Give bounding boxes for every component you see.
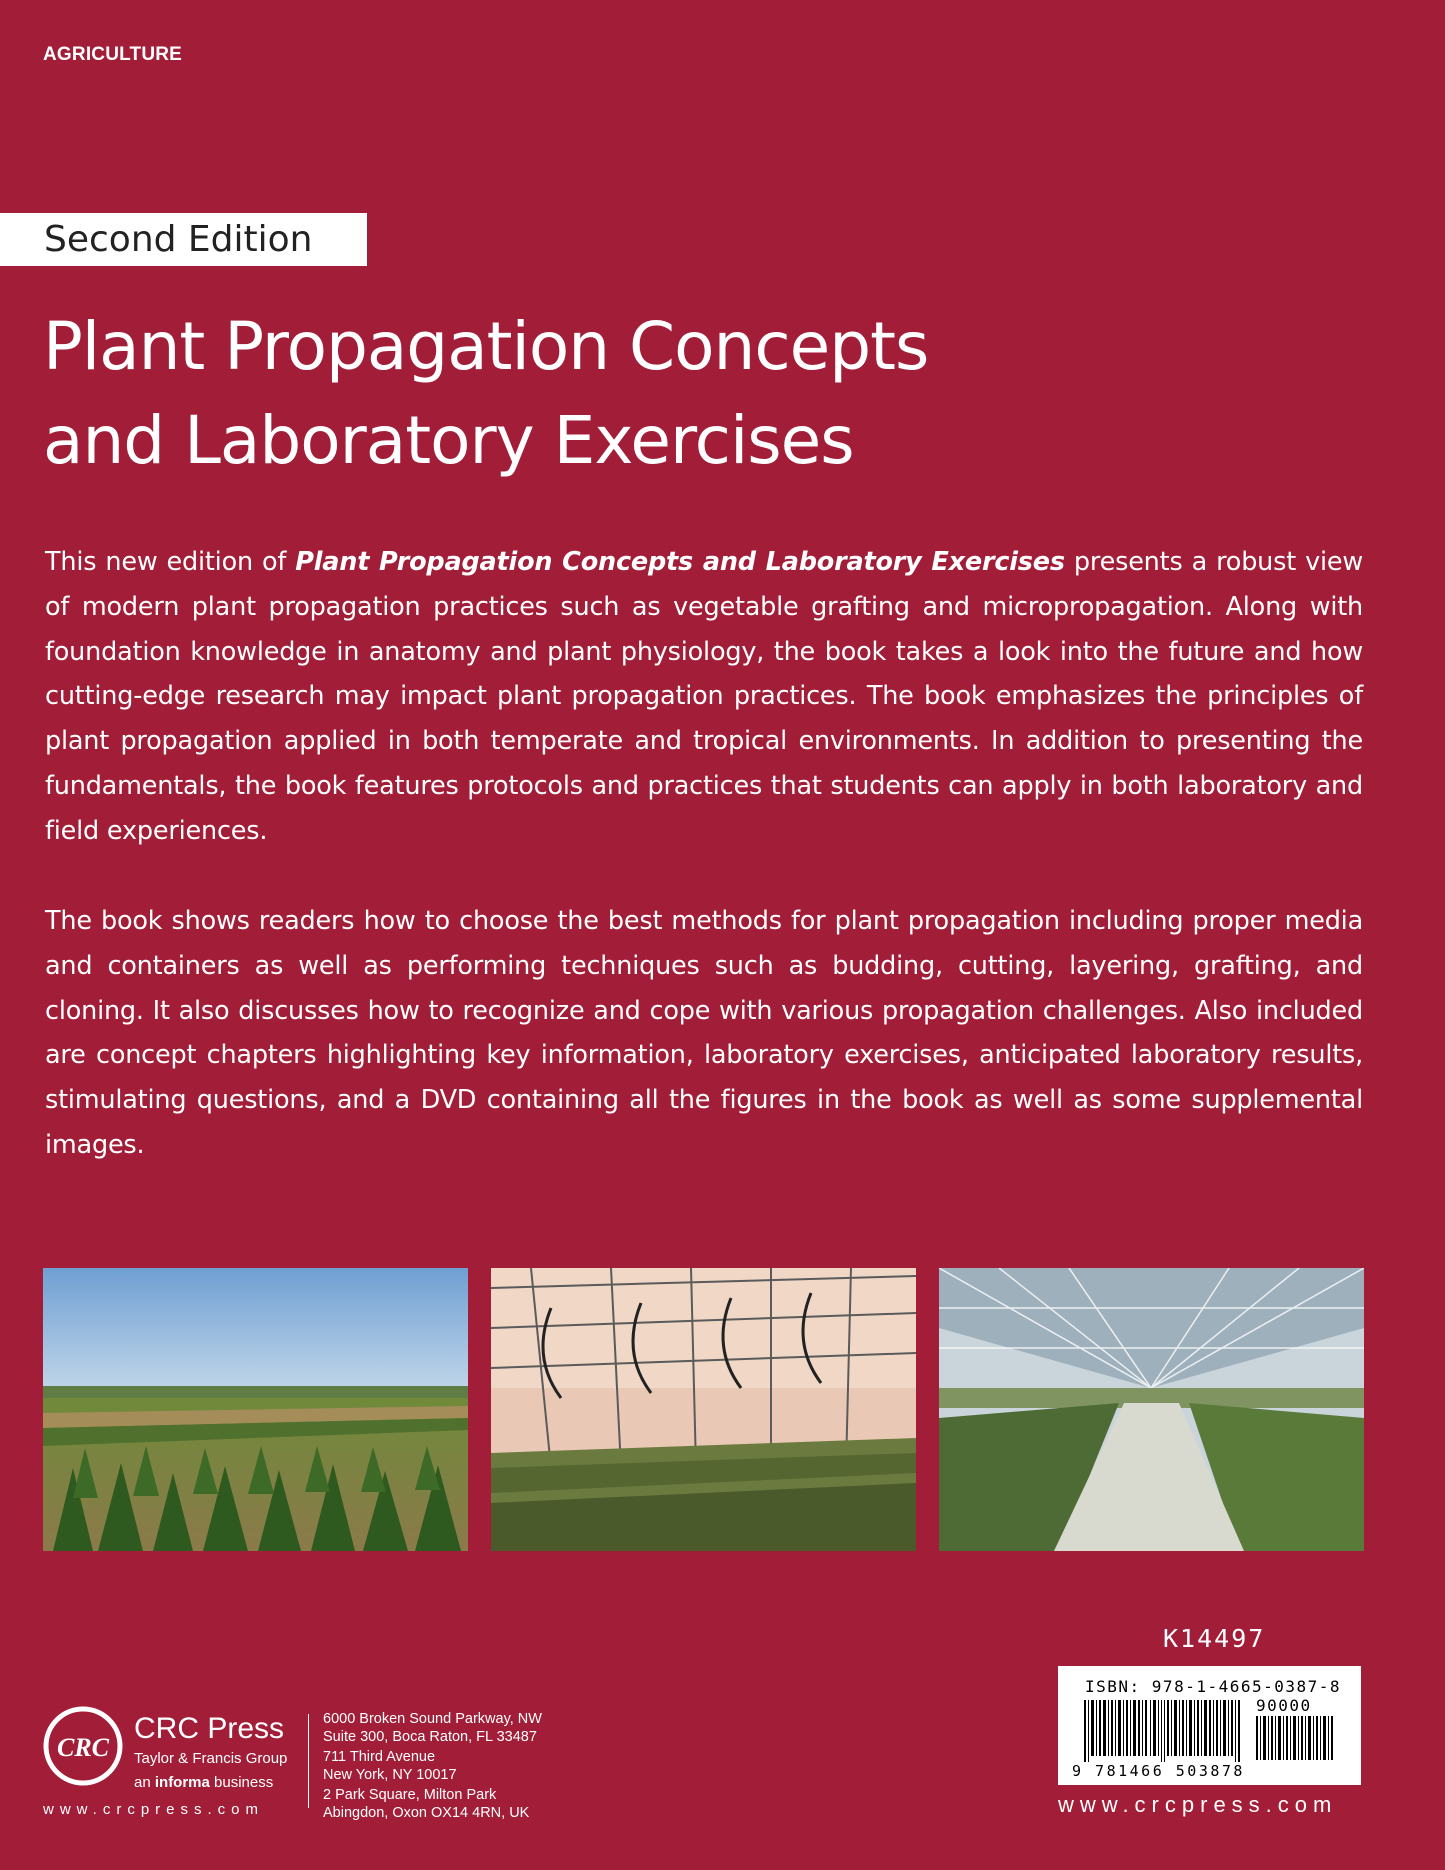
address-line: 6000 Broken Sound Parkway, NW <box>323 1711 542 1727</box>
informa-suffix: business <box>209 1774 274 1791</box>
crc-logo-text: CRC <box>56 1733 110 1762</box>
book-title-line-1: Plant Propagation Concepts <box>43 308 929 385</box>
address-line: 711 Third Avenue <box>323 1749 436 1765</box>
isbn-barcode <box>1058 1666 1361 1785</box>
book-title <box>43 300 1143 488</box>
address-line: New York, NY 10017 <box>323 1767 457 1783</box>
product-code: K14497 <box>1163 1624 1266 1653</box>
informa-tagline <box>134 1774 273 1791</box>
description-paragraph-2: The book shows readers how to choose the best methods for plant propagation including proper media and containers as well as performing techniques such as budding, cutting, layering, grafting, and cloning. It also discusses how to recognize and cope with various propagation challenges. Also included are concept chapters highlighting key information, laboratory exercises, anticipated laboratory results, stimulating questions, and a DVD containing all the figures in the book as well as some supplemental images. <box>45 906 1363 1160</box>
description-paragraph-1 <box>45 540 1363 854</box>
greenhouse-walkway-photo <box>939 1268 1364 1551</box>
greenhouse-irrigation-photo <box>491 1268 916 1551</box>
barcode-bars <box>1084 1700 1244 1762</box>
address-line: 2 Park Square, Milton Park <box>323 1787 497 1803</box>
address-line: Abingdon, Oxon OX14 4RN, UK <box>323 1805 530 1821</box>
edition-badge: Second Edition <box>0 213 367 266</box>
publisher-group: Taylor & Francis Group <box>134 1750 288 1767</box>
book-title-line-2: and Laboratory Exercises <box>43 402 854 479</box>
publisher-name: CRC Press <box>134 1712 285 1745</box>
category-label: AGRICULTURE <box>43 44 183 65</box>
crc-press-logo <box>43 1706 123 1786</box>
p1-book-title: Plant Propagation Concepts and Laboratory Exercises <box>295 547 1065 577</box>
nursery-field-photo <box>43 1268 468 1551</box>
p1-rest: presents a robust view of modern plant propagation practices such as vegetable grafting and micropropagation. Along with foundation knowledge in anatomy and plant physiology, the book takes a look into the future and how cutting-edge research may impact plant propagation practices. The book emphasizes the principles of plant propagation applied in both temperate and tropical environments. In addition to presenting the fundamentals, the book features protocols and practices that students can apply in both laboratory and field experiences. <box>45 547 1363 846</box>
p1-lead: This new edition of <box>45 547 296 577</box>
isbn-text: ISBN: 978-1-4665-0387-8 <box>1085 1677 1342 1696</box>
publisher-url[interactable]: www.crcpress.com <box>43 1801 265 1818</box>
price-code: 90000 <box>1256 1696 1312 1715</box>
informa-bold: informa <box>154 1774 210 1791</box>
informa-prefix: an <box>134 1774 155 1791</box>
publisher-addresses <box>323 1710 542 1822</box>
price-barcode-bars <box>1256 1716 1336 1760</box>
address-line: Suite 300, Boca Raton, FL 33487 <box>323 1729 537 1745</box>
ean-digits: 9 781466 503878 <box>1072 1762 1245 1780</box>
footer-url[interactable]: www.crcpress.com <box>1058 1792 1338 1817</box>
publisher-divider <box>308 1714 309 1808</box>
